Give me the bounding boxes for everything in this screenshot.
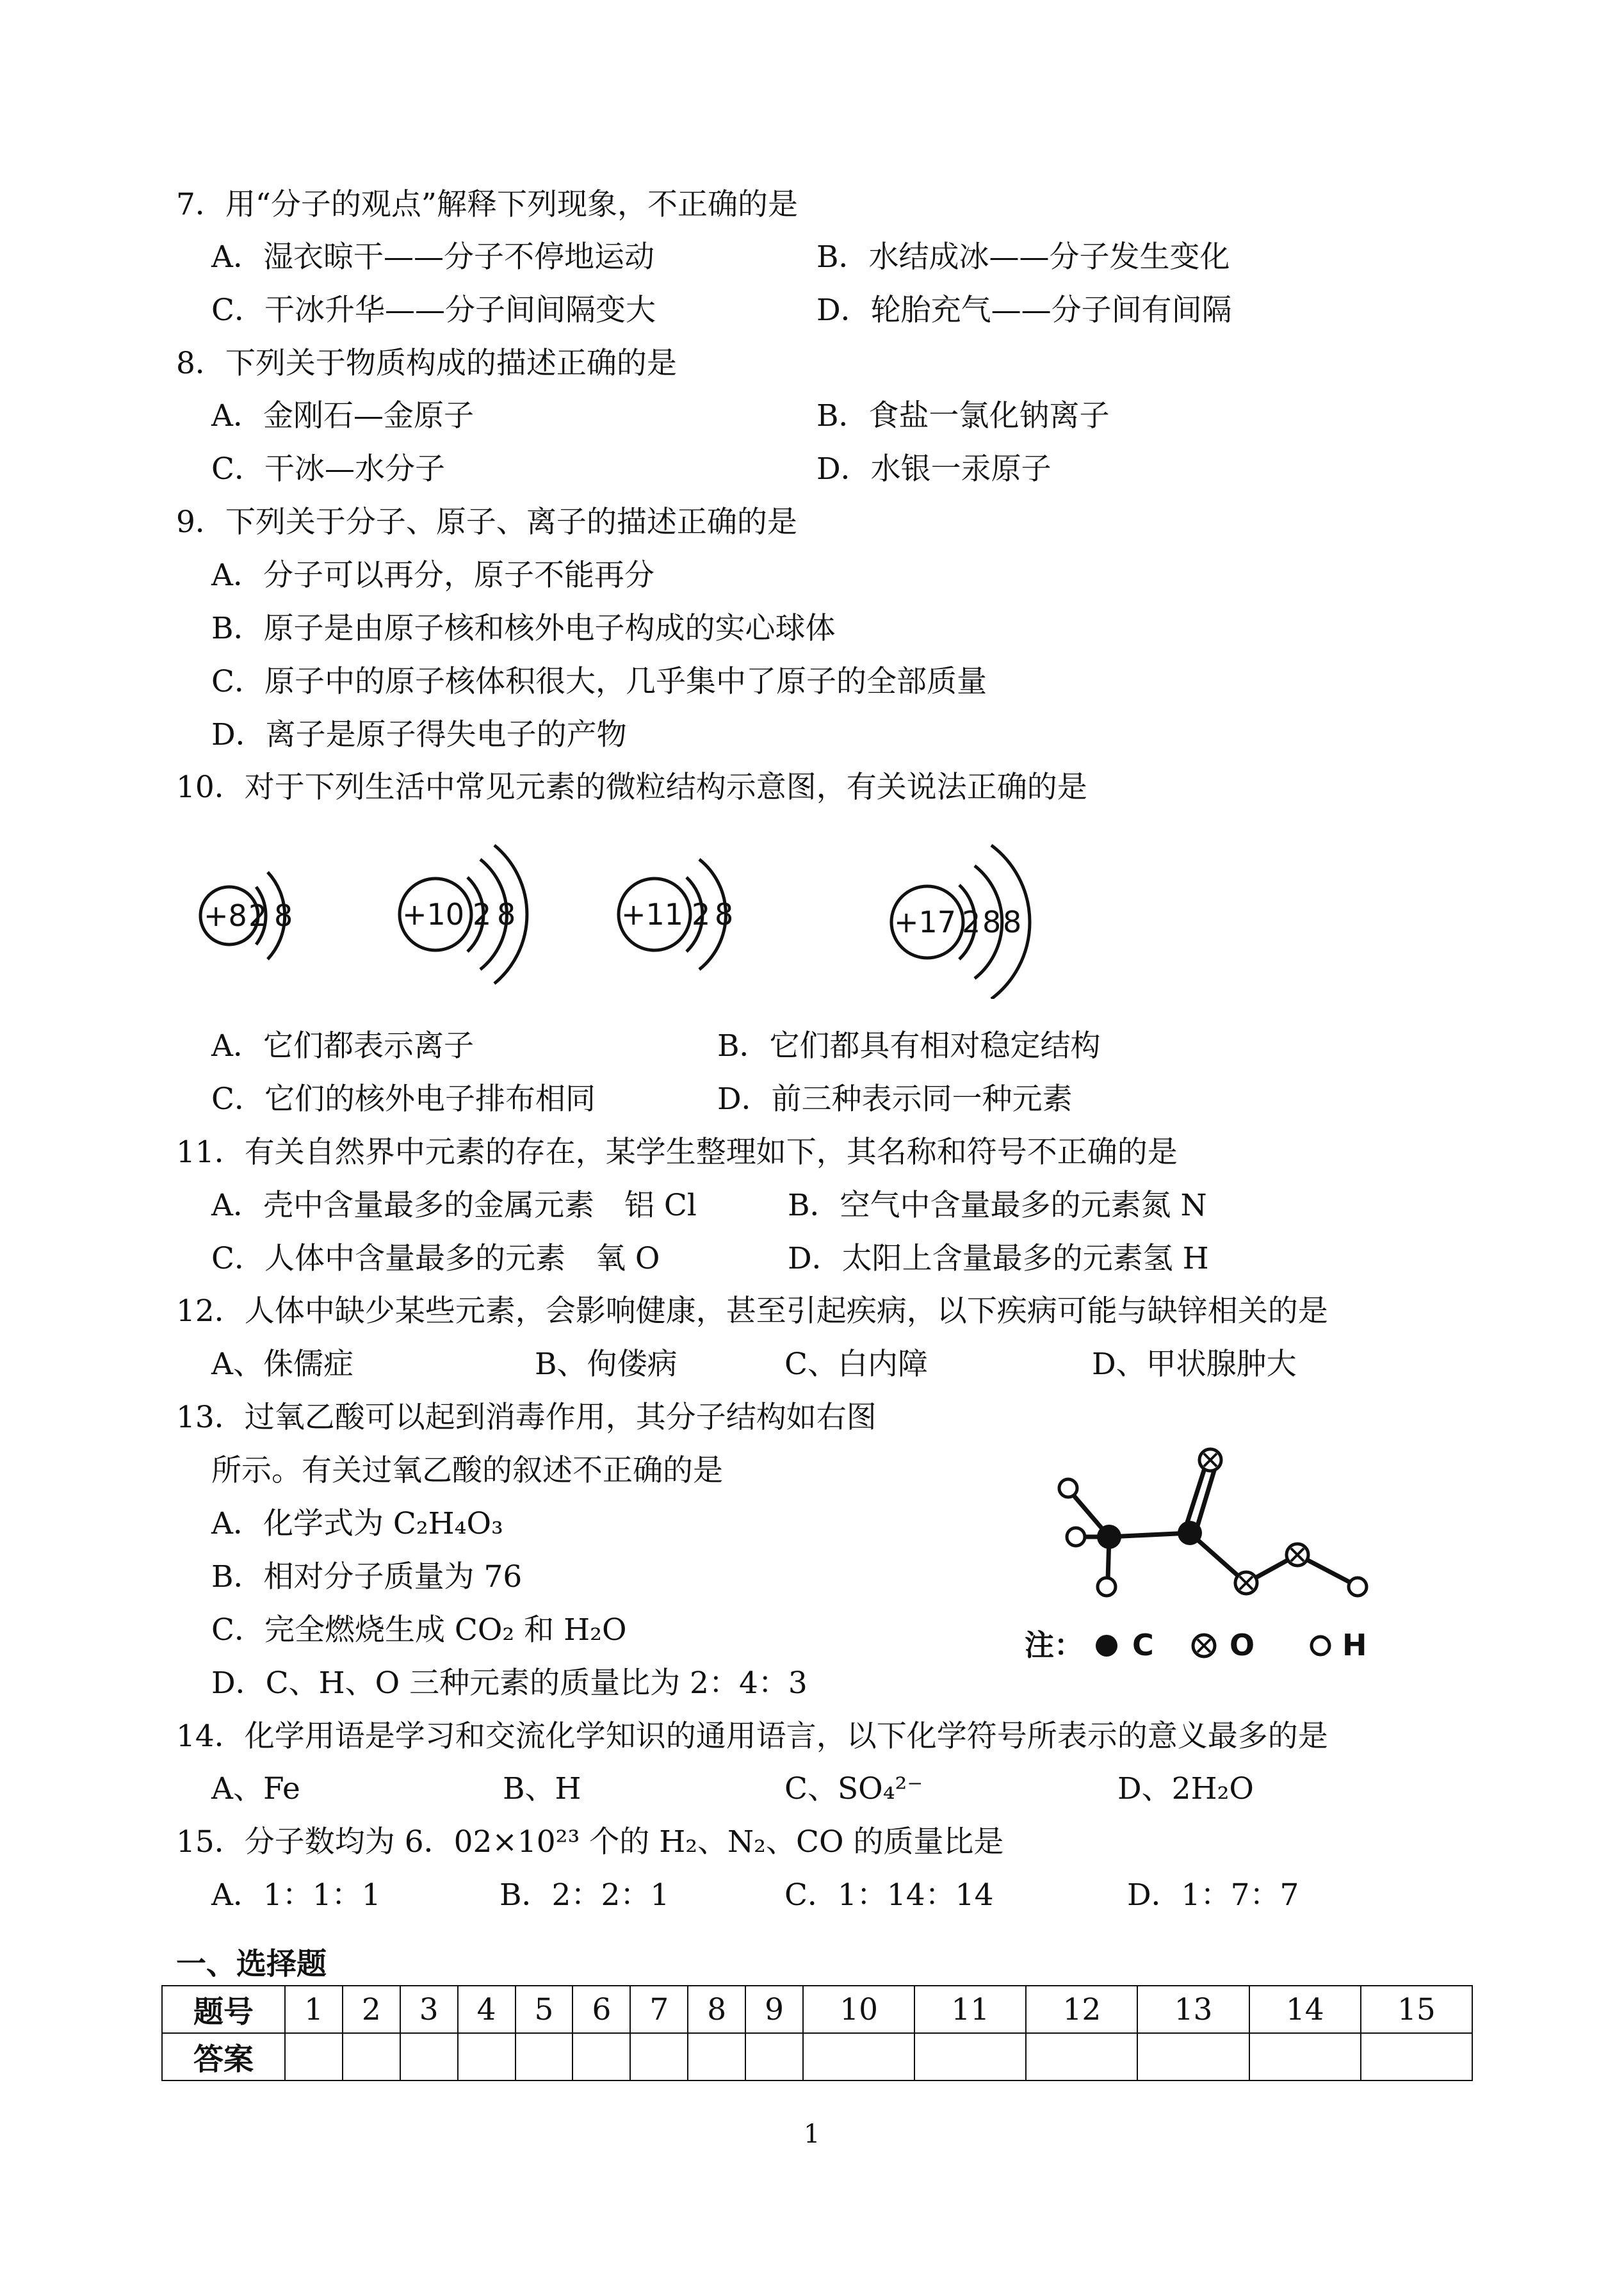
particle-3-nucleus: +11: [621, 897, 684, 932]
particle-2-shell-1: 2: [473, 897, 492, 932]
carbon-atom: [1178, 1521, 1202, 1545]
oxygen-atom: [1235, 1572, 1257, 1594]
answer-cell[interactable]: [1361, 2033, 1472, 2080]
q9-option-b: B．原子是由原子核和核外电子构成的实心球体: [211, 611, 836, 646]
q11-option-d: D．太阳上含量最多的元素氢 H: [788, 1241, 1209, 1276]
q12-option-a: A、侏儒症: [211, 1347, 353, 1382]
answer-cell[interactable]: [400, 2033, 458, 2080]
q12-option-b: B、佝偻病: [535, 1347, 678, 1382]
question-number-cell: 9: [745, 1986, 803, 2033]
q8-option-d: D．水银一汞原子: [816, 451, 1052, 487]
q14-stem: 14．化学用语是学习和交流化学知识的通用语言，以下化学符号所表示的意义最多的是: [176, 1719, 1328, 1754]
q14-option-c: C、SO₄²⁻: [784, 1771, 923, 1806]
q7-option-b: B．水结成冰——分子发生变化: [816, 239, 1230, 275]
answer-cell[interactable]: [516, 2033, 573, 2080]
answer-cell[interactable]: [914, 2033, 1026, 2080]
q9-option-a: A．分子可以再分，原子不能再分: [211, 558, 654, 593]
q15-option-a: A．1：1：1: [211, 1877, 381, 1913]
particle-3-shell-1: 2: [692, 897, 711, 932]
q15-stem: 15．分子数均为 6．02×10²³ 个的 H₂、N₂、CO 的质量比是: [176, 1824, 1004, 1860]
q7-stem: 7．用“分子的观点”解释下列现象，不正确的是: [176, 187, 798, 222]
answer-cell[interactable]: [1137, 2033, 1249, 2080]
answer-cell[interactable]: [1249, 2033, 1361, 2080]
particle-4-shell-3: 8: [1003, 905, 1022, 939]
answer-cell[interactable]: [1026, 2033, 1137, 2080]
q12-option-c: C、白内障: [784, 1347, 928, 1382]
page-number: 1: [804, 2120, 820, 2149]
hydrogen-atom: [1059, 1479, 1077, 1497]
question-number-cell: 2: [343, 1986, 400, 2033]
particle-1-shell-2: 8: [274, 898, 293, 933]
q11-option-c: C．人体中含量最多的元素 氧 O: [211, 1241, 660, 1276]
answer-cell[interactable]: [745, 2033, 803, 2080]
answer-cell[interactable]: [803, 2033, 914, 2080]
q8-option-c: C．干冰—水分子: [211, 451, 445, 487]
legend-hydrogen-label: H: [1342, 1628, 1367, 1662]
question-number-cell: 15: [1361, 1986, 1472, 2033]
answer-cell[interactable]: [572, 2033, 630, 2080]
legend-hydrogen-icon: [1311, 1637, 1329, 1655]
q13-stem-line-1: 13．过氧乙酸可以起到消毒作用，其分子结构如右图: [176, 1400, 877, 1435]
hydrogen-atom: [1349, 1578, 1367, 1596]
particle-4-shell-2: 8: [982, 905, 1002, 939]
legend-oxygen-icon: [1193, 1635, 1215, 1657]
q14-option-a: A、Fe: [211, 1771, 300, 1806]
q7-option-a: A．湿衣晾干——分子不停地运动: [211, 239, 654, 275]
question-number-cell: 7: [630, 1986, 688, 2033]
answer-table: [161, 1985, 1473, 2081]
q10-option-d: D．前三种表示同一种元素: [717, 1082, 1073, 1117]
question-number-cell: 5: [516, 1986, 573, 2033]
q8-option-b: B．食盐一氯化钠离子: [816, 398, 1110, 434]
hydrogen-atom: [1098, 1578, 1116, 1596]
answer-cell[interactable]: [458, 2033, 516, 2080]
q7-option-c: C．干冰升华——分子间间隔变大: [211, 293, 656, 328]
question-number-cell: 4: [458, 1986, 516, 2033]
particle-structure-diagrams: [186, 826, 1082, 999]
q11-option-b: B．空气中含量最多的元素氮 N: [788, 1188, 1207, 1223]
row-label-number: 题号: [162, 1986, 285, 2033]
q9-stem: 9．下列关于分子、原子、离子的描述正确的是: [176, 505, 797, 540]
q13-option-c: C．完全燃烧生成 CO₂ 和 H₂O: [211, 1612, 627, 1648]
q13-option-d: D．C、H、O 三种元素的质量比为 2：4：3: [211, 1666, 808, 1701]
q11-option-a: A．壳中含量最多的金属元素 铝 Cl: [211, 1188, 697, 1223]
particle-4-nucleus: +17: [894, 905, 957, 939]
question-number-cell: 6: [572, 1986, 630, 2033]
question-number-cell: 14: [1249, 1986, 1361, 2033]
question-number-cell: 11: [914, 1986, 1026, 2033]
question-number-cell: 3: [400, 1986, 458, 2033]
legend-prefix: 注：: [1025, 1628, 1084, 1662]
q10-stem: 10．对于下列生活中常见元素的微粒结构示意图，有关说法正确的是: [176, 770, 1087, 805]
q12-option-d: D、甲状腺肿大: [1092, 1347, 1297, 1382]
question-number-cell: 1: [285, 1986, 343, 2033]
q12-stem: 12．人体中缺少某些元素，会影响健康，甚至引起疾病，以下疾病可能与缺锌相关的是: [176, 1293, 1328, 1329]
q13-option-b: B．相对分子质量为 76: [211, 1559, 523, 1594]
oxygen-atom: [1287, 1544, 1308, 1566]
q9-option-c: C．原子中的原子核体积很大，几乎集中了原子的全部质量: [211, 664, 987, 699]
q9-option-d: D．离子是原子得失电子的产物: [211, 717, 627, 752]
question-number-cell: 8: [688, 1986, 745, 2033]
particle-2-nucleus: +10: [402, 897, 465, 932]
q10-option-c: C．它们的核外电子排布相同: [211, 1082, 596, 1117]
answer-cell[interactable]: [285, 2033, 343, 2080]
q10-option-a: A．它们都表示离子: [211, 1028, 474, 1064]
q15-option-c: C．1：14：14: [784, 1877, 994, 1913]
answer-cell[interactable]: [343, 2033, 400, 2080]
particle-1-nucleus: +8: [204, 898, 247, 933]
answer-cell[interactable]: [630, 2033, 688, 2080]
q13-stem-line-2: 所示。有关过氧乙酸的叙述不正确的是: [211, 1453, 723, 1488]
question-number-cell: 10: [803, 1986, 914, 2033]
legend-carbon-icon: [1096, 1635, 1117, 1657]
legend-carbon-label: C: [1132, 1628, 1154, 1662]
answer-cell[interactable]: [688, 2033, 745, 2080]
legend-oxygen-label: O: [1230, 1628, 1255, 1662]
q14-option-d: D、2H₂O: [1117, 1771, 1254, 1806]
hydrogen-atom: [1067, 1528, 1085, 1546]
q15-option-b: B．2：2：1: [499, 1877, 670, 1913]
q11-stem: 11．有关自然界中元素的存在，某学生整理如下，其名称和符号不正确的是: [176, 1135, 1178, 1170]
q10-option-b: B．它们都具有相对稳定结构: [717, 1028, 1101, 1064]
carbon-atom: [1097, 1525, 1121, 1549]
row-label-answer: 答案: [162, 2033, 285, 2080]
oxygen-atom: [1199, 1449, 1221, 1471]
particle-2-shell-2: 8: [497, 897, 516, 932]
particle-4-shell-1: 2: [962, 905, 981, 939]
table-row-answers: [162, 2033, 1472, 2080]
particle-3-shell-2: 8: [715, 897, 734, 932]
peracetic-acid-molecule-diagram: [1012, 1441, 1447, 1678]
particle-1-shell-1: 2: [248, 898, 268, 933]
q14-option-b: B、H: [503, 1771, 581, 1806]
table-row-numbers: [162, 1986, 1472, 2033]
q7-option-d: D．轮胎充气——分子间有间隔: [816, 293, 1232, 328]
section-title: 一、选择题: [176, 1947, 327, 1982]
question-number-cell: 13: [1137, 1986, 1249, 2033]
q8-stem: 8．下列关于物质构成的描述正确的是: [176, 346, 677, 381]
q13-option-a: A．化学式为 C₂H₄O₃: [211, 1506, 503, 1541]
q8-option-a: A．金刚石—金原子: [211, 398, 474, 434]
q15-option-d: D．1：7：7: [1127, 1877, 1299, 1913]
question-number-cell: 12: [1026, 1986, 1137, 2033]
